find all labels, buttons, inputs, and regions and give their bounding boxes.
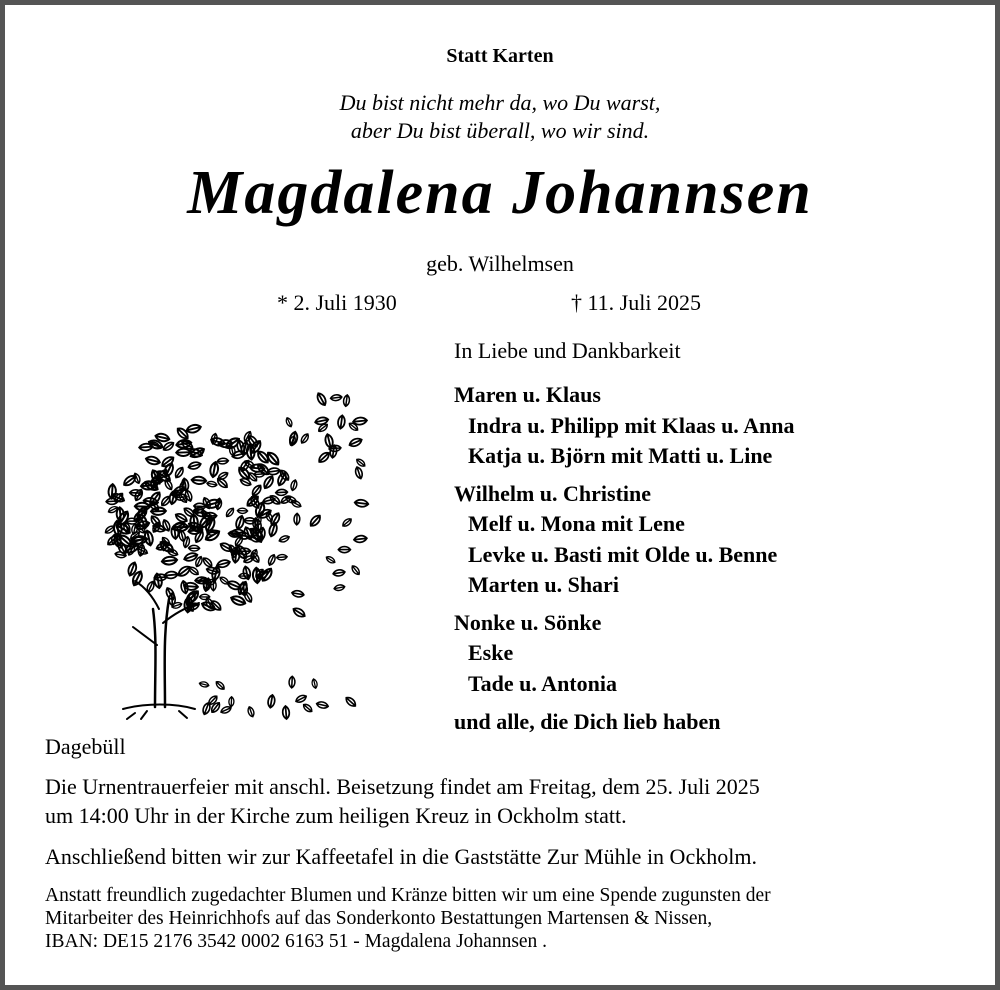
death-date: † 11. Juli 2025: [571, 290, 701, 315]
leaf-icon: [122, 474, 137, 488]
leaf-icon: [247, 706, 256, 718]
leaf-icon: [343, 394, 350, 406]
family-member: Melf u. Mona mit Lene: [468, 511, 685, 536]
leaf-icon: [201, 702, 211, 716]
family-group: [454, 608, 794, 700]
leaf-icon: [131, 570, 145, 587]
leaf-icon: [325, 555, 336, 565]
leaf-icon: [294, 513, 300, 525]
leaf-icon: [244, 518, 256, 524]
leaf-icon: [267, 467, 280, 475]
leaf-icon: [139, 443, 153, 451]
leaf-icon: [201, 600, 217, 612]
family-group: [454, 479, 794, 601]
family-group: [454, 380, 794, 472]
quote-line: Du bist nicht mehr da, wo Du warst,: [339, 90, 661, 115]
leaf-icon: [210, 433, 218, 445]
deceased-name: Magdalena Johannsen: [187, 159, 813, 227]
leaf-icon: [252, 567, 261, 583]
leaf-icon: [111, 534, 118, 545]
leaf-icon: [146, 580, 156, 593]
leaf-icon: [136, 546, 148, 556]
memorial-quote: [5, 89, 995, 145]
donation-line: IBAN: DE15 2176 3542 0002 6163 51 - Magdalena Johannsen .: [45, 931, 548, 952]
leaf-icon: [354, 499, 368, 507]
leaf-icon: [219, 541, 233, 553]
quote-line: aber Du bist überall, wo wir sind.: [350, 118, 650, 143]
leaf-icon: [250, 484, 263, 498]
leaf-icon: [176, 449, 191, 457]
birth-date: * 2. Juli 1930: [277, 290, 397, 315]
family-head: Maren u. Klaus: [454, 382, 601, 407]
leaf-icon: [290, 499, 302, 509]
leaf-icon: [215, 680, 226, 691]
leaf-icon: [186, 423, 202, 434]
family-head: Nonke u. Sönke: [454, 609, 602, 635]
windblown-tree-icon: [83, 377, 373, 722]
family-member: Katja u. Björn mit Matti u. Line: [468, 443, 773, 468]
family-member: Marten u. Shari: [468, 572, 619, 597]
leaf-icon: [220, 705, 232, 715]
leaf-icon: [311, 678, 318, 688]
coffee-info: Anschließend bitten wir zur Kaffeetafel in die Gaststätte Zur Mühle in Ockholm.: [45, 844, 757, 869]
leaf-icon: [161, 540, 167, 551]
leaf-icon: [348, 421, 360, 432]
leaf-icon: [278, 534, 290, 543]
leaf-icon: [188, 461, 202, 471]
leaf-icon: [173, 523, 188, 531]
donation-line: Mitarbeiter des Heinrichhofs auf das Sonderkonto Bestattungen Martensen & Nissen,: [45, 908, 713, 929]
leaf-icon: [288, 431, 298, 446]
leaf-icon: [148, 490, 162, 506]
leaf-icon: [333, 569, 346, 577]
closing-line: und alle, die Dich lieb haben: [454, 709, 721, 734]
leaf-icon: [267, 554, 277, 567]
leaf-icon: [315, 392, 328, 407]
maiden-name: geb. Wilhelmsen: [426, 251, 574, 276]
family-head: Wilhelm u. Christine: [454, 480, 652, 506]
leaf-icon: [276, 489, 288, 496]
leaf-icon: [354, 535, 368, 543]
leaf-icon: [344, 695, 357, 708]
leaf-icon: [239, 459, 251, 473]
leaf-icon: [151, 507, 166, 515]
leaf-icon: [317, 451, 331, 465]
leaf-icon: [338, 547, 350, 553]
leaf-icon: [290, 479, 298, 491]
thanks-line: In Liebe und Dankbarkeit: [454, 338, 681, 363]
leaf-icon: [160, 495, 172, 508]
leaf-icon: [166, 548, 178, 558]
donation-info: [45, 884, 975, 953]
leaf-icon: [348, 437, 363, 449]
leaf-icon: [153, 573, 163, 589]
leaf-icon: [164, 571, 178, 579]
ceremony-info: [45, 772, 760, 830]
donation-line: Anstatt freundlich zugedachter Blumen und Kränze bitten wir um eine Spende zugunsten der: [45, 885, 771, 906]
family-list: [454, 380, 794, 699]
leaf-icon: [209, 461, 219, 477]
family-member: Eske: [468, 640, 514, 665]
leaf-icon: [330, 394, 342, 401]
leaf-icon: [231, 450, 246, 460]
leaf-icon: [210, 701, 222, 714]
leaf-icon: [217, 458, 229, 464]
leaf-icon: [180, 580, 189, 594]
leaf-icon: [176, 439, 192, 449]
leaf-icon: [292, 606, 307, 619]
leaf-icon: [162, 556, 178, 565]
leaf-icon: [177, 564, 192, 578]
family-member: Tade u. Antonia: [468, 670, 617, 696]
leaf-icon: [191, 476, 206, 484]
leaf-icon: [278, 469, 290, 482]
leaf-icon: [291, 590, 304, 598]
leaf-icon: [145, 455, 161, 466]
leaf-icon: [354, 466, 364, 480]
leaf-icon: [282, 706, 290, 720]
leaf-icon: [225, 507, 236, 519]
leaf-icon: [206, 481, 217, 488]
leaf-icon: [217, 471, 229, 481]
leaf-icon: [199, 594, 209, 599]
leaf-icon: [216, 559, 231, 569]
leaf-icon: [199, 681, 210, 688]
leaf-icon: [276, 554, 287, 560]
leaf-icon: [210, 436, 226, 447]
leaf-icon: [237, 508, 247, 514]
leaf-icon: [350, 564, 361, 576]
family-member: Indra u. Philipp mit Klaas u. Anna: [468, 412, 795, 438]
leaf-icon: [289, 676, 295, 688]
leaf-icon: [235, 515, 246, 530]
ceremony-line: um 14:00 Uhr in der Kirche zum heiligen Kreuz in Ockholm statt.: [45, 803, 627, 828]
leaf-icon: [324, 433, 334, 448]
ceremony-line: Die Urnentrauerfeier mit anschl. Beisetzung findet am Freitag, dem 25. Juli 2025: [45, 774, 760, 799]
leaf-icon: [302, 703, 314, 714]
leaf-icon: [164, 587, 176, 601]
leaf-icon: [316, 701, 329, 709]
leaf-icon: [337, 415, 345, 429]
leaf-icon: [334, 584, 346, 591]
leaf-icon: [262, 474, 275, 490]
leaf-icon: [174, 466, 186, 479]
family-member: Levke u. Basti mit Olde u. Benne: [468, 541, 778, 567]
leaf-icon: [188, 545, 199, 551]
leaf-icon: [285, 417, 293, 428]
leaf-icon: [163, 478, 173, 490]
place-name: Dagebüll: [45, 734, 126, 759]
leaf-icon: [341, 517, 353, 528]
leaf-icon: [267, 694, 276, 708]
notice-header: Statt Karten: [446, 45, 554, 67]
leaf-icon: [299, 432, 310, 444]
leaf-icon: [295, 694, 308, 704]
leaf-icon: [308, 513, 322, 528]
leaf-icon: [229, 697, 234, 707]
